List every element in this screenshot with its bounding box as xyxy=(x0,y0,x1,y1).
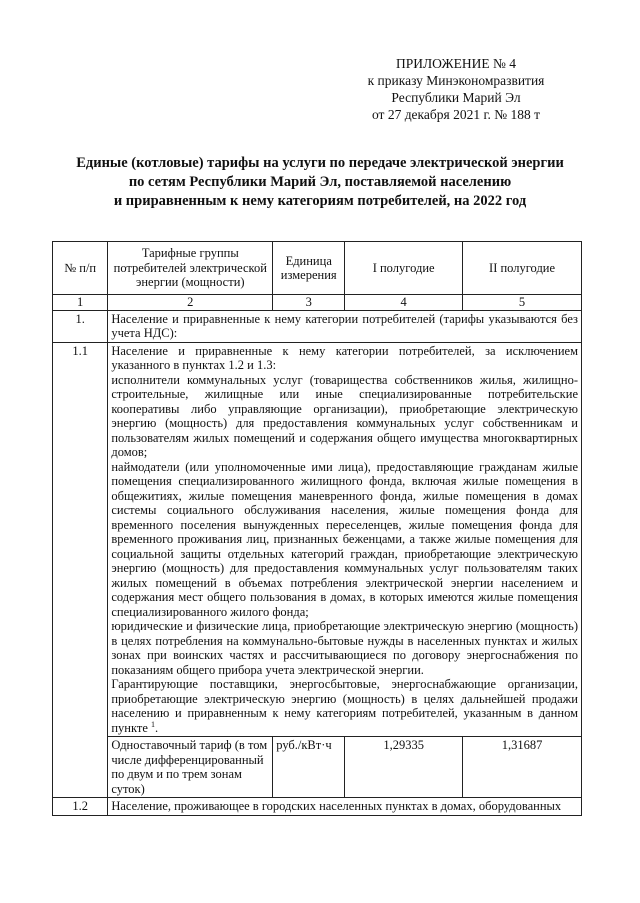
row-description xyxy=(108,342,582,737)
appendix-republic: Республики Марий Эл xyxy=(391,90,521,105)
col-number: 2 xyxy=(108,295,273,311)
row-num: 1.2 xyxy=(53,798,108,816)
paragraph: исполнители коммунальных услуг (товарищества собственников жилья, жилищно-строительные, жилищные или иные специализированные потребительские кооперативы либо управляющие организации), приобретающие электрическую энергию (мощность) для предоставления коммунальных услуг собственникам и пользователям жилых помещений и содержания общего имущества многоквартирных домов; xyxy=(111,372,578,459)
appendix-order: к приказу Минэкономразвития xyxy=(367,73,545,88)
table-header-row xyxy=(53,242,582,295)
row-num: 1. xyxy=(53,310,108,342)
header-unit: Единица измерения xyxy=(273,242,345,295)
col-number: 4 xyxy=(345,295,463,311)
tariff-unit: руб./кВт·ч xyxy=(273,737,345,798)
table-row xyxy=(53,798,582,816)
title-line-3: и приравненным к нему категориям потребителей, на 2022 год xyxy=(113,193,527,209)
appendix-date: от 27 декабря 2021 г. № 188 т xyxy=(371,107,541,122)
appendix-header xyxy=(336,55,576,123)
header-half1: I полугодие xyxy=(345,242,463,295)
paragraph-end: . xyxy=(155,720,159,735)
paragraph-text: Гарантирующие поставщики, энергосбытовые, энергоснабжающие организации, приобретающие электрическую энергию (мощность) в целях дальнейшей продажи населению и приравненным к нему категориям потребителей, указанным в данном пункте xyxy=(111,677,578,735)
table-row xyxy=(53,310,582,342)
title-line-1: Единые (котловые) тарифы на услуги по передаче электрической энергии xyxy=(76,155,564,171)
header-groups: Тарифные группы потребителей электрической энергии (мощности) xyxy=(108,242,273,295)
row-num: 1.1 xyxy=(53,342,108,798)
tariff-name: Одноставочный тариф (в том числе дифференцированный по двум и по трем зонам суток) xyxy=(108,737,273,798)
paragraph: юридические и физические лица, приобретающие электрическую энергию (мощность) в целях потребления на коммунально-бытовые нужды в населенных пунктах и жилых зонах при воинских частях и рассчитывающиеся по договору энергоснабжения по показаниям общего прибора учета электрической энергии. xyxy=(111,619,578,677)
footnote-ref: 1 xyxy=(151,719,156,729)
col-number: 5 xyxy=(463,295,582,311)
col-number: 1 xyxy=(53,295,108,311)
tariff-half2: 1,31687 xyxy=(463,737,582,798)
tariff-table xyxy=(52,241,582,816)
table-row xyxy=(53,737,582,798)
paragraph: Население и приравненные к нему категории потребителей, за исключением указанного в пунктах 1.2 и 1.3: xyxy=(111,343,578,372)
title-line-2: по сетям Республики Марий Эл, поставляемой населению xyxy=(128,174,512,190)
paragraph xyxy=(111,677,578,735)
table-row xyxy=(53,342,582,737)
col-number: 3 xyxy=(273,295,345,311)
header-half2: II полугодие xyxy=(463,242,582,295)
row-text: Население и приравненные к нему категории потребителей (тарифы указываются без учета НДС): xyxy=(108,310,582,342)
paragraph: наймодатели (или уполномоченные ими лица), предоставляющие гражданам жилые помещения специализированного жилищного фонда, включая жилые помещения в общежитиях, жилые помещения маневренного фонда, жилые помещения в домах системы социального обслуживания населения, жилые помещения фонда для временного поселения вынужденных переселенцев, жилые помещения фонда для временного проживания лиц, признанных беженцами, а также жилые помещения для социальной защиты отдельных категорий граждан, приобретающие электрическую энергию (мощность) для предоставления коммунальных услуг пользователям таких жилых помещений в объемах потребления электрической энергии населением и содержания мест общего пользования в домах, в которых имеются жилые помещения специализированного жилого фонда; xyxy=(111,459,578,619)
column-number-row xyxy=(53,295,582,311)
document-title xyxy=(40,154,600,211)
appendix-title: ПРИЛОЖЕНИЕ № 4 xyxy=(395,56,517,71)
row-text: Население, проживающее в городских населенных пунктах в домах, оборудованных xyxy=(108,798,582,816)
header-num: № п/п xyxy=(53,242,108,295)
tariff-half1: 1,29335 xyxy=(345,737,463,798)
